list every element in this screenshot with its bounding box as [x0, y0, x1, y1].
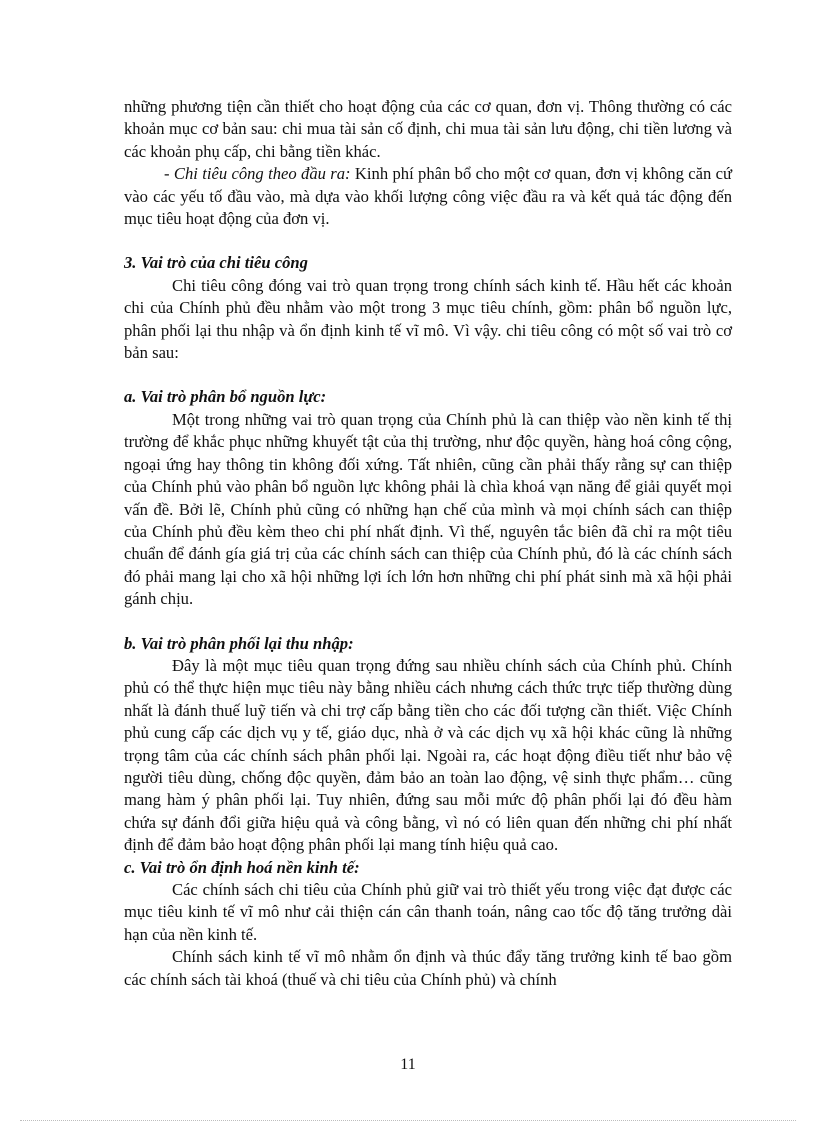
section-3-heading: 3. Vai trò của chi tiêu công [124, 253, 308, 273]
paragraph-output-spending [124, 163, 732, 230]
section-c-paragraph-1: Các chính sách chi tiêu của Chính phủ giữ vai trò thiết yếu trong việc đạt được các mục tiêu kinh tế vĩ mô như cải thiện cán cân thanh toán, nâng cao tốc độ tăng trưởng dài hạn của nền kinh tế. [124, 880, 732, 944]
page-bottom-divider [20, 1120, 796, 1121]
section-c-paragraph-2: Chính sách kinh tế vĩ mô nhằm ổn định và thúc đẩy tăng trưởng kinh tế bao gồm các chính sách tài khoá (thuế và chi tiêu của Chính phủ) và chính [124, 947, 732, 989]
section-a-paragraph: Một trong những vai trò quan trọng của Chính phủ là can thiệp vào nền kinh tế thị trường để khắc phục những khuyết tật của thị trường, như độc quyền, hàng hoá công cộng, ngoại ứng hay thông tin không đối xứng. Tất nhiên, cũng cần phải thấy rằng sự can thiệp của Chính phủ vào phân bổ nguồn lực không phải là chìa khoá vạn năng để giải quyết mọi vấn đề. Bởi lẽ, Chính phủ cũng có những hạn chế của mình và mọi chính sách can thiệp của Chính phủ đều kèm theo chi phí nhất định. Vì thế, nguyên tắc biên đã chỉ ra một tiêu chuẩn để đánh gía giá trị của các chính sách can thiệp của Chính phủ, đó là các chính sách đó phải mang lại cho xã hội những lợi ích lớn hơn những chi phí phát sinh mà xã hội phải gánh chịu. [124, 409, 732, 609]
section-b-heading: b. Vai trò phân phối lại thu nhập: [124, 633, 354, 653]
output-spending-text: Kinh phí phân bổ cho một cơ quan, đơn vị không căn cứ vào các yếu tố đầu vào, mà dựa vào khối lượng công việc đầu ra và kết quả tác động đến mục tiêu hoạt động của đơn vị. [124, 164, 732, 229]
document-page [124, 96, 732, 991]
section-a-heading: a. Vai trò phân bổ nguồn lực: [124, 387, 327, 407]
output-spending-label: - Chi tiêu công theo đầu ra: [164, 164, 351, 184]
paragraph-intro: những phương tiện cần thiết cho hoạt động của các cơ quan, đơn vị. Thông thường có các khoản mục cơ bản sau: chi mua tài sản cố định, chi mua tài sản lưu động, chi tiền lương và các khoản phụ cấp, chi bằng tiền khác. [124, 97, 732, 161]
section-3-paragraph: Chi tiêu công đóng vai trò quan trọng trong chính sách kinh tế. Hầu hết các khoản chi của Chính phủ đều nhằm vào một trong 3 mục tiêu chính, gồm: phân bổ nguồn lực, phân phối lại thu nhập và ổn định kinh tế vĩ mô. Vì vậy. chi tiêu công có một số vai trò cơ bản sau: [124, 275, 732, 363]
page-number: 11 [400, 1056, 416, 1073]
section-b-paragraph: Đây là một mục tiêu quan trọng đứng sau nhiều chính sách của Chính phủ. Chính phủ có thể thực hiện mục tiêu này bằng nhiều cách nhưng cách thức trực tiếp thường dùng nhất là đánh thuế luỹ tiến và chi trợ cấp bằng tiền cho các đối tượng cần thiết. Việc Chính phủ cung cấp các dịch vụ y tế, giáo dục, nhà ở và các dịch vụ xã hội khác cũng là những trọng tâm của các chính sách phân phối lại. Ngoài ra, các hoạt động điều tiết như bảo vệ người tiêu dùng, chống độc quyền, đảm bảo an toàn lao động, vệ sinh thực phẩm… cũng mang hàm ý phân phối lại. Tuy nhiên, đứng sau mỗi mức độ phân phối lại đó đều hàm chứa sự đánh đổi giữa hiệu quả và công bằng, vì nó có liên quan đến những chi phí nhất định để đảm bảo hoạt động phân phối lại mang tính hiệu quả cao. [124, 655, 732, 855]
section-c-heading: c. Vai trò ổn định hoá nền kinh tế: [124, 857, 360, 877]
